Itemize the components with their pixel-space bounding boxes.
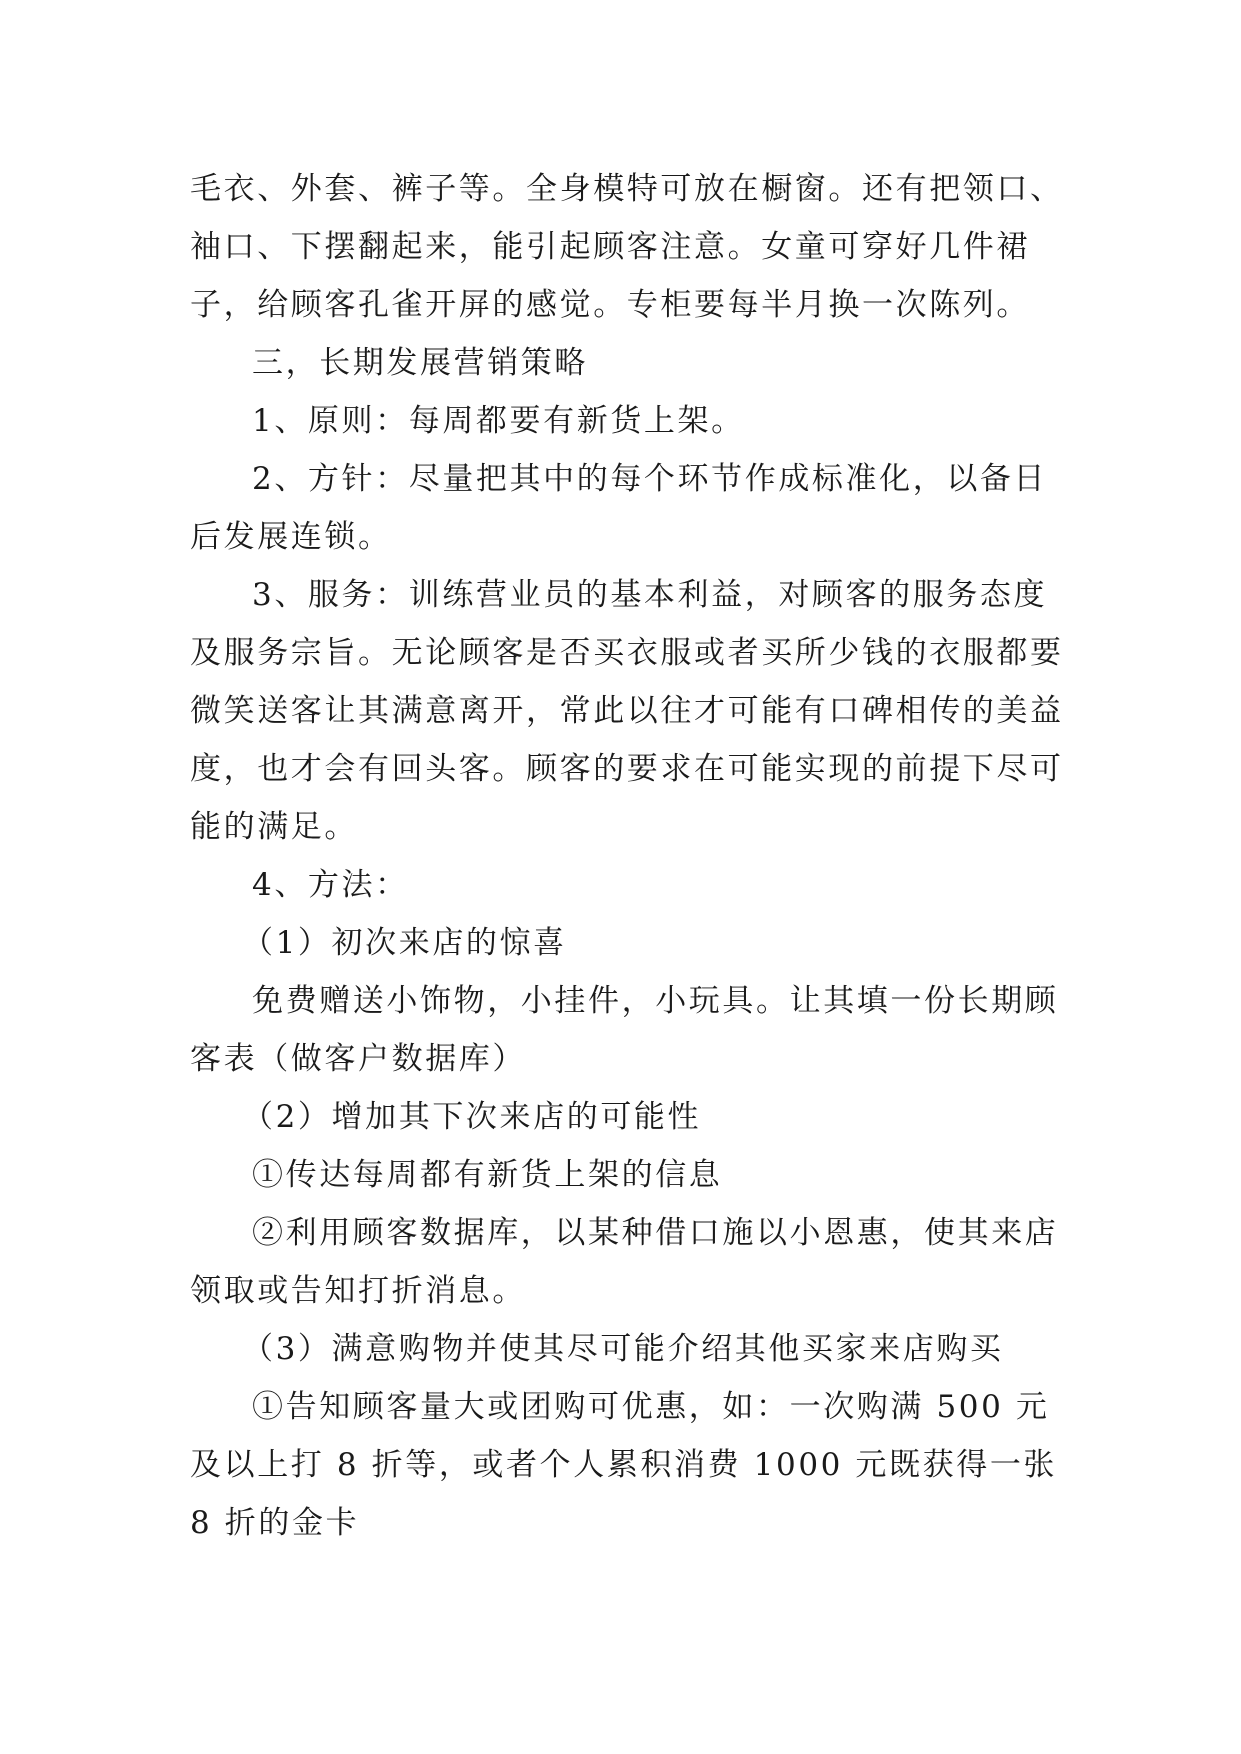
paragraph-service: 3、服务：训练营业员的基本利益，对顾客的服务态度及服务宗旨。无论顾客是否买衣服或者买所少钱的衣服都要微笑送客让其满意离开，常此以往才可能有口碑相传的美益度，也才会有回头客。顾客的要求在可能实现的前提下尽可能的满足。 (190, 577, 1064, 845)
subheading-first-visit-surprise: （1）初次来店的惊喜 (242, 925, 567, 961)
list-item-customer-database: ②利用顾客数据库，以某种借口施以小恩惠，使其来店领取或告知打折消息。 (190, 1215, 1059, 1309)
subheading-next-visit: （2）增加其下次来店的可能性 (242, 1099, 702, 1135)
paragraph-display-intro: 毛衣、外套、裤子等。全身模特可放在橱窗。还有把领口、袖口、下摆翻起来，能引起顾客注意。女童可穿好几件裙子，给顾客孔雀开屏的感觉。专柜要每半月换一次陈列。 (190, 171, 1064, 323)
list-item-bulk-discount: ①告知顾客量大或团购可优惠，如：一次购满 500 元及以上打 8 折等，或者个人累积消费 1000 元既获得一张 8 折的金卡 (190, 1389, 1070, 1541)
section-heading-long-term-strategy: 三，长期发展营销策略 (252, 345, 588, 381)
list-item-new-arrivals: ①传达每周都有新货上架的信息 (252, 1157, 723, 1193)
document-body (190, 160, 1070, 1552)
paragraph-method-heading: 4、方法： (252, 867, 409, 903)
paragraph-policy: 2、方针：尽量把其中的每个环节作成标准化，以备日后发展连锁。 (190, 461, 1048, 555)
paragraph-free-gifts: 免费赠送小饰物，小挂件，小玩具。让其填一份长期顾客表（做客户数据库） (190, 983, 1059, 1077)
paragraph-principle: 1、原则：每周都要有新货上架。 (252, 403, 745, 439)
subheading-satisfied-shopping: （3）满意购物并使其尽可能介绍其他买家来店购买 (242, 1331, 1004, 1367)
